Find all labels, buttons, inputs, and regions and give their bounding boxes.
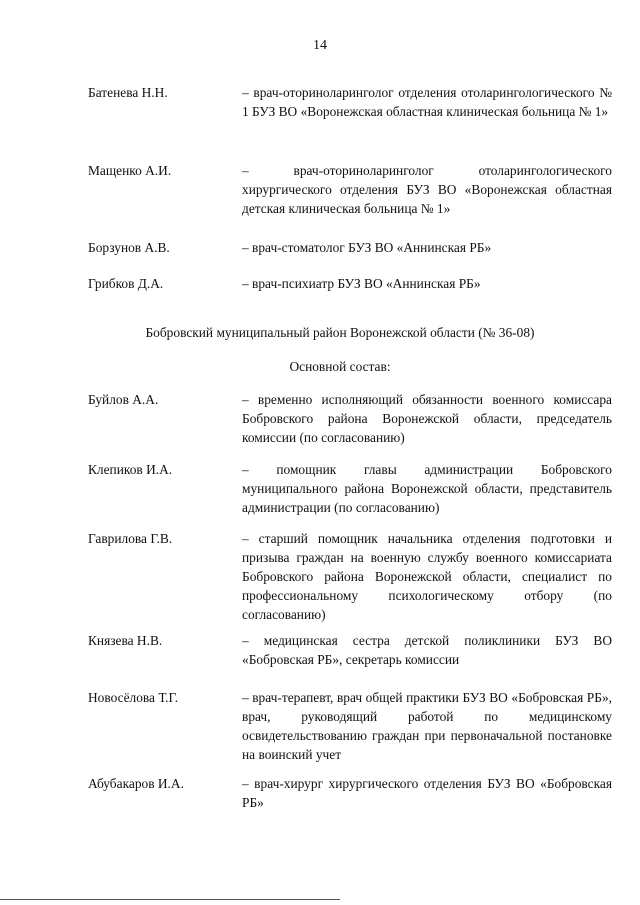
member-position: – помощник главы администрации Бобровского муниципального района Воронежской области, представитель администрации (по согласованию) — [242, 462, 612, 515]
member-name: Абубакаров И.А. — [88, 776, 184, 791]
district-heading: Бобровский муниципальный район Воронежской области (№ 36-08) — [145, 325, 535, 340]
member-name: Новосёлова Т.Г. — [88, 690, 179, 705]
member-position: – врач-оториноларинголог отделения отоларингологического № 1 БУЗ ВО «Воронежская областная клиническая больница № 1» — [242, 85, 612, 119]
section-heading: Основной состав: — [289, 359, 391, 374]
member-position: – медицинская сестра детской поликлиники БУЗ ВО «Бобровская РБ», секретарь комиссии — [242, 633, 612, 667]
member-position: – врач-хирург хирургического отделения БУЗ ВО «Бобровская РБ» — [242, 776, 612, 810]
scan-edge-line — [0, 899, 340, 900]
member-name: Батенева Н.Н. — [88, 85, 168, 100]
member-name: Борзунов А.В. — [88, 240, 170, 255]
member-name: Буйлов А.А. — [88, 392, 159, 407]
member-position: – временно исполняющий обязанности военного комиссара Бобровского района Воронежской области, председатель комиссии (по согласованию) — [242, 392, 612, 445]
member-position: – врач-психиатр БУЗ ВО «Аннинская РБ» — [242, 276, 481, 291]
member-name: Клепиков И.А. — [88, 462, 173, 477]
member-position: – врач-оториноларинголог отоларингологического хирургического отделения БУЗ ВО «Воронежская областная детская клиническая больница № 1» — [242, 163, 612, 216]
page-number: 14 — [313, 38, 327, 53]
member-name: Мащенко А.И. — [88, 163, 172, 178]
member-name: Гаврилова Г.В. — [88, 531, 173, 546]
member-position: – врач-терапевт, врач общей практики БУЗ ВО «Бобровская РБ», врач, руководящий работой по медицинскому освидетельствованию граждан при первоначальной постановке на воинский учет — [242, 690, 612, 762]
member-position: – врач-стоматолог БУЗ ВО «Аннинская РБ» — [242, 240, 492, 255]
member-position: – старший помощник начальника отделения подготовки и призыва граждан на военную службу военного комиссариата Бобровского района Воронежской области, специалист по профессиональному психологическому отбору (по согласованию) — [242, 531, 612, 622]
member-name: Грибков Д.А. — [88, 276, 164, 291]
member-name: Князева Н.В. — [88, 633, 163, 648]
